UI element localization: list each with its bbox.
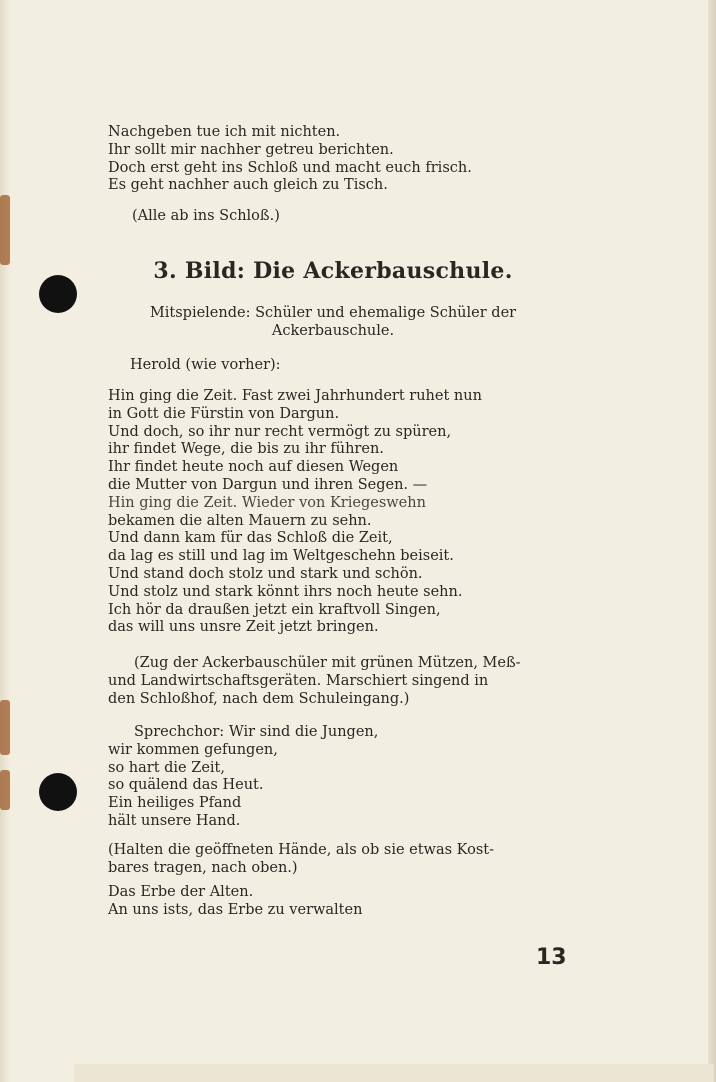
speech-line: Und stand doch stolz und stark und schön. (108, 565, 423, 582)
speech-line: Ich hör da draußen jetzt ein kraftvoll Singen, (108, 601, 441, 618)
page-left-edge (0, 0, 10, 1082)
stage-direction-procession (108, 655, 558, 708)
chorus-line: so quälend das Heut. (108, 777, 264, 794)
chorus-line: so hart die Zeit, (108, 759, 225, 776)
stage-direction-line: bares tragen, nach oben.) (108, 859, 298, 876)
speech-line: ihr findet Wege, die bis zu ihr führen. (108, 441, 384, 458)
chorus-line: wir kommen gefungen, (108, 741, 278, 758)
closing-verse (108, 884, 558, 920)
speech-line: bekamen die alten Mauern zu sehn. (108, 512, 372, 529)
speaker-herold: Herold (wie vorher): (130, 357, 281, 373)
stage-direction-line: (Halten die geöffneten Hände, als ob sie etwas Kost- (108, 842, 495, 858)
speech-line: Ihr findet heute noch auf diesen Wegen (108, 459, 399, 476)
stage-direction (132, 208, 582, 226)
speech-line: in Gott die Fürstin von Dargun. (108, 405, 340, 422)
punch-hole (39, 275, 77, 313)
page-number: 13 (536, 945, 567, 970)
cast-list (108, 304, 558, 340)
speech-line: die Mutter von Dargun und ihren Segen. — (108, 476, 428, 493)
chorus-block (108, 724, 558, 831)
paper-stain (0, 195, 10, 265)
paper-stain (0, 770, 10, 810)
verse-line: Doch erst geht ins Schloß und macht euch frisch. (108, 159, 472, 176)
chorus-line: Ein heiliges Pfand (108, 795, 242, 812)
speech-line: Und doch, so ihr nur recht vermögt zu spüren, (108, 423, 452, 440)
verse-top (108, 124, 558, 195)
verse-line: Nachgeben tue ich mit nichten. (108, 124, 341, 140)
chorus-line: Wir sind die Jungen, (228, 724, 379, 740)
herold-speech (108, 388, 558, 637)
speech-line: das will uns unsre Zeit jetzt bringen. (108, 619, 379, 636)
stage-direction-line: (Zug der Ackerbauschüler mit grünen Mützen, Meß- (134, 655, 521, 671)
closing-line: An uns ists, das Erbe zu verwalten (108, 901, 363, 918)
cast-line: Ackerbauschule. (271, 323, 395, 339)
closing-line: Das Erbe der Alten. (108, 884, 254, 900)
stage-direction-text: (Alle ab ins Schloß.) (132, 208, 280, 224)
speech-line: da lag es still und lag im Weltgeschehn beiseit. (108, 548, 454, 565)
chorus-line: hält unsere Hand. (108, 812, 241, 829)
speech-line: Hin ging die Zeit. Fast zwei Jahrhundert ruhet nun (108, 388, 482, 404)
verse-line: Es geht nachher auch gleich zu Tisch. (108, 177, 388, 194)
bottom-edge (74, 1064, 714, 1082)
verse-line: Ihr sollt mir nachher getreu berichten. (108, 141, 394, 158)
stage-direction-line: den Schloßhof, nach dem Schuleingang.) (108, 690, 410, 707)
cast-line: Mitspielende: Schüler und ehemalige Schüler der (149, 305, 517, 321)
speaker-chorus: Sprechchor: (134, 724, 225, 740)
chorus-first-line (108, 724, 558, 742)
stage-direction-line: und Landwirtschaftsgeräten. Marschiert singend in (108, 672, 489, 689)
punch-hole (39, 773, 77, 811)
speech-line: Hin ging die Zeit. Wieder von Kriegeswehn (108, 494, 426, 511)
speech-line: Und dann kam für das Schloß die Zeit, (108, 530, 393, 547)
paper-stain (0, 700, 10, 755)
speech-line: Und stolz und stark könnt ihrs noch heute sehn. (108, 583, 463, 600)
stage-direction-hands (108, 842, 558, 878)
scene-heading: 3. Bild: Die Ackerbauschule. (153, 258, 513, 284)
page-right-edge (708, 0, 716, 1082)
